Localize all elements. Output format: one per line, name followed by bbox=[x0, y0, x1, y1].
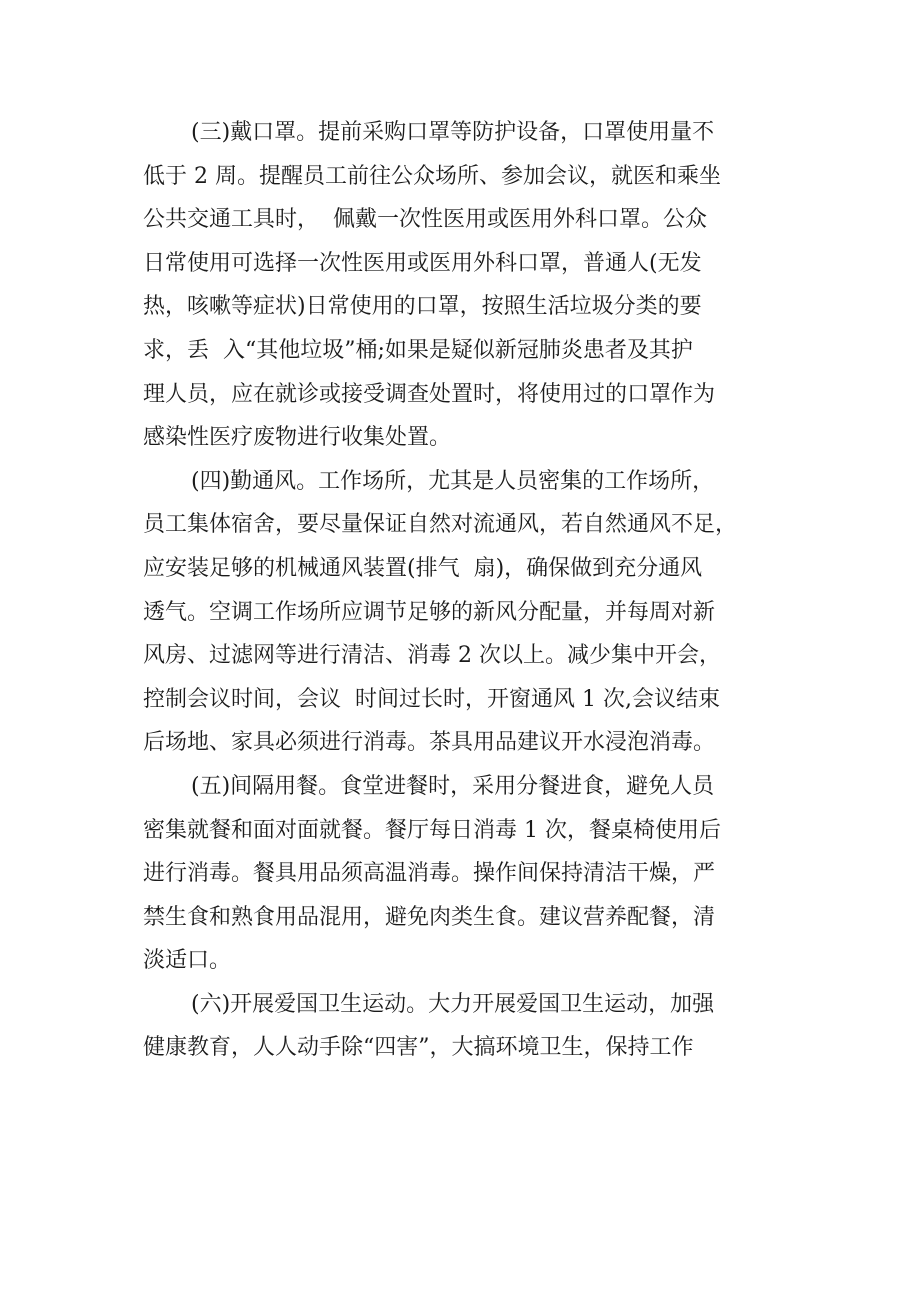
text-line: 进行消毒。餐具用品须高温消毒。操作间保持清洁干燥，严 bbox=[143, 861, 716, 887]
paragraph-dining bbox=[143, 765, 803, 983]
paragraph-ventilation bbox=[143, 460, 803, 765]
text-line: 密集就餐和面对面就餐。餐厅每日消毒 1 次，餐桌椅使用后 bbox=[143, 817, 721, 843]
text-line: (四)勤通风。工作场所，尤其是人员密集的工作场所， bbox=[191, 468, 715, 494]
text-line: 透气。空调工作场所应调节足够的新风分配量，并每周对新 bbox=[143, 599, 716, 625]
paragraph-masks bbox=[143, 111, 803, 460]
text-line: 禁生食和熟食用品混用，避免肉类生食。建议营养配餐，清 bbox=[143, 904, 716, 930]
text-line: 应安装足够的机械通风装置(排气 扇)，确保做到充分通风 bbox=[143, 555, 703, 581]
text-line: 淡适口。 bbox=[143, 948, 232, 974]
text-line: 员工集体宿舍，要尽量保证自然对流通风，若自然通风不足， bbox=[143, 512, 738, 538]
text-line: 热，咳嗽等症状)日常使用的口罩，按照生活垃圾分类的要 bbox=[143, 294, 702, 320]
text-line: 理人员，应在就诊或接受调查处置时，将使用过的口罩作为 bbox=[143, 381, 716, 407]
paragraph-hygiene-campaign bbox=[143, 983, 803, 1070]
text-line: (五)间隔用餐。食堂进餐时，采用分餐进食，避免人员 bbox=[191, 773, 715, 799]
text-line: 控制会议时间，会议 时间过长时，开窗通风 1 次,会议结束 bbox=[143, 686, 720, 712]
text-line: (三)戴口罩。提前采购口罩等防护设备，口罩使用量不 bbox=[191, 120, 715, 145]
text-line: 低于 2 周。提醒员工前往公众场所、参加会议，就医和乘坐 bbox=[143, 163, 721, 189]
text-line: 公共交通工具时， 佩戴一次性医用或医用外科口罩。公众 bbox=[143, 207, 707, 233]
text-line: 日常使用可选择一次性医用或医用外科口罩，普通人(无发 bbox=[143, 250, 702, 276]
text-line: 健康教育，人人动手除“四害”，大搞环境卫生，保持工作 bbox=[143, 1035, 694, 1061]
text-line: 风房、过滤网等进行清洁、消毒 2 次以上。减少集中开会， bbox=[143, 643, 721, 669]
text-line: 求，丢 入“其他垃圾”桶;如果是疑似新冠肺炎患者及其护 bbox=[143, 337, 693, 363]
text-line: 后场地、家具必须进行消毒。茶具用品建议开水浸泡消毒。 bbox=[143, 730, 716, 756]
text-line: 感染性医疗废物进行收集处置。 bbox=[143, 425, 452, 451]
text-line: (六)开展爱国卫生运动。大力开展爱国卫生运动，加强 bbox=[191, 991, 715, 1017]
document-body bbox=[143, 111, 803, 1070]
